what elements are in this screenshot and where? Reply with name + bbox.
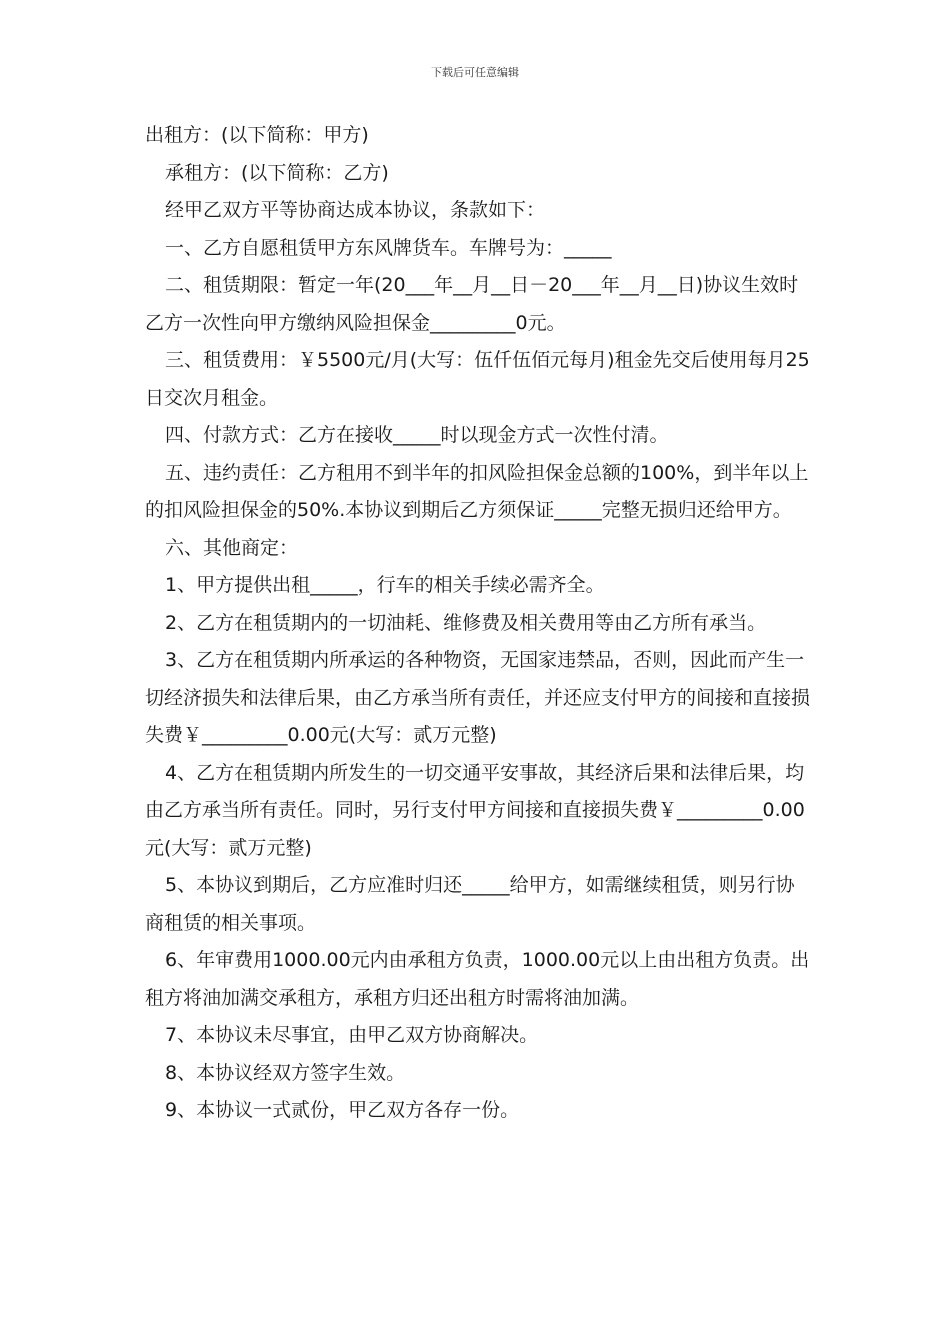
paragraph-clause-2: 二、租赁期限：暂定一年(20___年__月__日－20___年__月__日)协议生效时乙方一次性向甲方缴纳风险担保金_________0元。 [145, 274, 799, 334]
paragraph-item-6: 6、年审费用1000.00元内由承租方负责，1000.00元以上由出租方负责。出租方将油加满交承租方，承租方归还出租方时需将油加满。 [145, 949, 810, 1009]
paragraph-clause-5: 五、违约责任：乙方租用不到半年的扣风险担保金总额的100%，到半年以上的扣风险担保金的50%.本协议到期后乙方须保证_____完整无损归还给甲方。 [145, 461, 809, 521]
paragraph-item-7: 7、本协议未尽事宜，由甲乙双方协商解决。 [165, 1024, 539, 1046]
paragraph-item-9: 9、本协议一式贰份，甲乙双方各存一份。 [165, 1099, 520, 1121]
paragraph-lessee: 承租方：(以下简称：乙方) [165, 161, 389, 184]
paragraph-item-4: 4、乙方在租赁期内所发生的一切交通平安事故，其经济后果和法律后果，均由乙方承当所有责任。同时，另行支付甲方间接和直接损失费￥_________0.00元(大写：贰万元整) [145, 761, 805, 859]
page-header: 下载后可任意编辑 [431, 66, 519, 79]
paragraph-clause-1: 一、乙方自愿租赁甲方东风牌货车。车牌号为：_____ [165, 236, 612, 259]
paragraph-item-1: 1、甲方提供出租_____，行车的相关手续必需齐全。 [165, 574, 605, 596]
paragraph-item-3: 3、乙方在租赁期内所承运的各种物资，无国家违禁品，否则，因此而产生一切经济损失和法律后果，由乙方承当所有责任，并还应支付甲方的间接和直接损失费￥_________0.00元(大写：贰万元整) [145, 649, 811, 746]
paragraph-item-2: 2、乙方在租赁期内的一切油耗、维修费及相关费用等由乙方所有承当。 [165, 611, 767, 634]
paragraph-item-5: 5、本协议到期后，乙方应准时归还_____给甲方，如需继续租赁，则另行协商租赁的相关事项。 [145, 874, 795, 934]
paragraph-intro: 经甲乙双方平等协商达成本协议，条款如下： [165, 199, 546, 221]
paragraph-item-8: 8、本协议经双方签字生效。 [165, 1061, 406, 1084]
paragraph-clause-3: 三、租赁费用：￥5500元/月(大写：伍仟伍佰元每月)租金先交后使用每月25日交次月租金。 [145, 349, 810, 409]
paragraph-clause-6: 六、其他商定： [165, 536, 299, 559]
document-body [145, 117, 810, 1130]
paragraph-lessor: 出租方：(以下简称：甲方) [145, 124, 369, 146]
paragraph-clause-4: 四、付款方式：乙方在接收_____时以现金方式一次性付清。 [165, 424, 669, 446]
